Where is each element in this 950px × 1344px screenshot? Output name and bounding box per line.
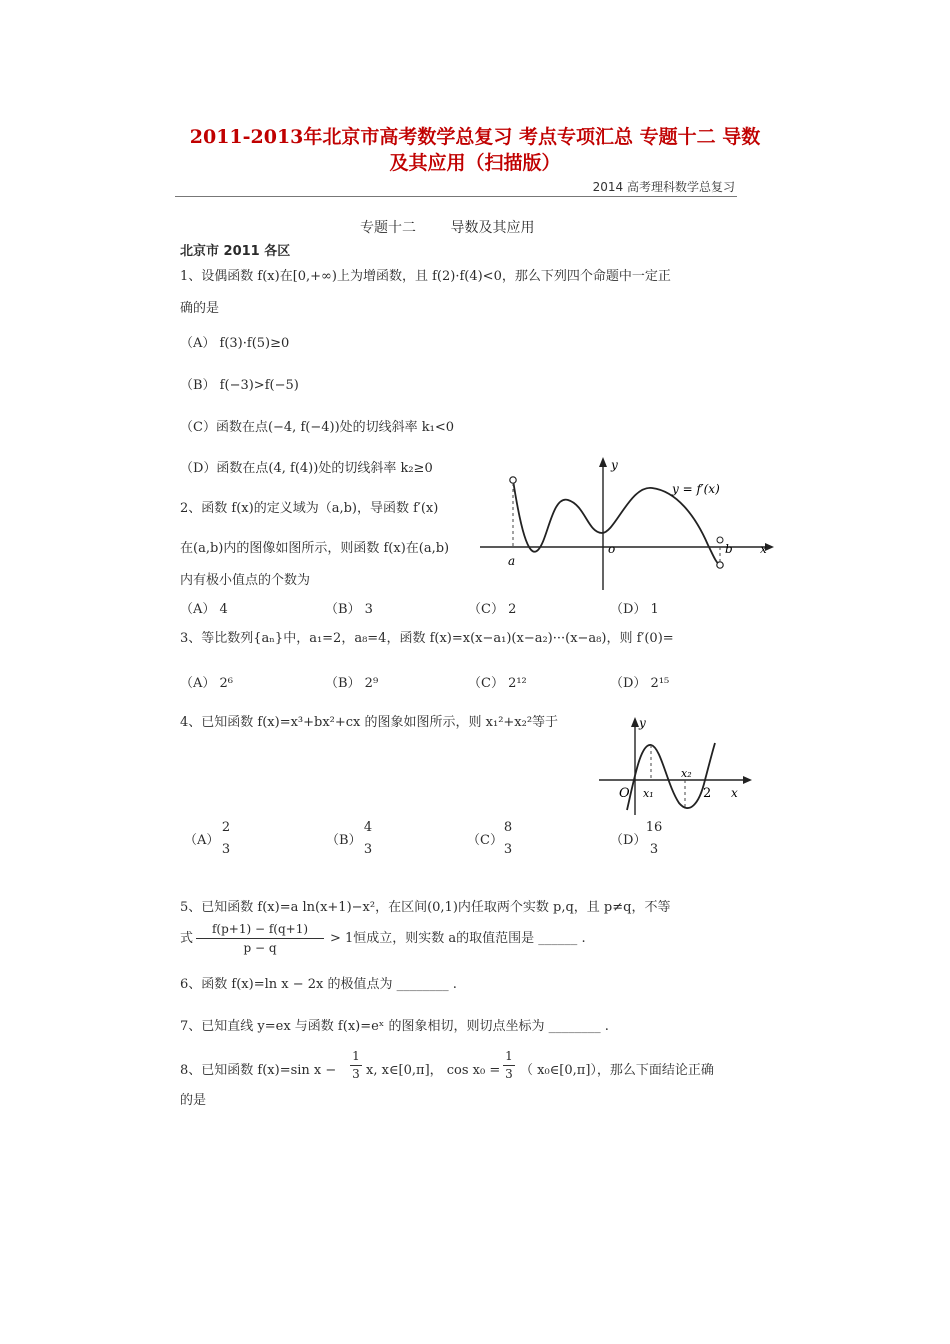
q8-fraction-2-num: 1 [503, 1048, 515, 1066]
q8-fraction-1-den: 3 [352, 1067, 360, 1081]
q4-option-b-fraction [360, 817, 376, 861]
q8-stem-mid: x, x∈[0,π]， cos x₀ = [366, 1063, 501, 1078]
q2-label-x: x [760, 542, 767, 556]
q5-stem-line1: 5、已知函数 f(x)=a ln(x+1)−x²，在区间(0,1)内任取两个实数 p,q，且 p≠q，不等 [180, 900, 671, 915]
q5-stem-line2-post: > 1恒成立，则实数 a的取值范围是 ______ . [330, 931, 586, 946]
q5-stem-line2-pre: 式 [180, 931, 194, 946]
q8-stem-post: （ x₀∈[0,π]），那么下面结论正确 [520, 1063, 714, 1078]
q4-label-y: y [639, 716, 646, 730]
q1-option-c: （C）函数在点(−4, f(−4))处的切线斜率 k₁<0 [180, 420, 455, 435]
q4-curve [627, 743, 715, 810]
q5-fraction-den: p − q [243, 941, 277, 955]
q3-stem: 3、等比数列{aₙ}中，a₁=2，a₈=4，函数 f(x)=x(x−a₁)(x−a₂)···(x−a₈)，则 f′(0)= [180, 631, 674, 646]
q4-option-d-label: （D） [610, 833, 647, 848]
q2-option-a: （A） 4 [180, 602, 228, 617]
q1-option-d: （D）函数在点(4, f(4))处的切线斜率 k₂≥0 [180, 461, 433, 476]
q4-label-x: x [731, 786, 738, 800]
q1-stem-line2: 确的是 [180, 301, 220, 316]
q4-option-b-den: 3 [363, 842, 373, 857]
q2-derivative-graph [480, 455, 780, 595]
q2-b-marker [717, 537, 723, 543]
q1-option-b: （B） f(−3)>f(−5) [180, 378, 299, 393]
q3-option-a: （A） 2⁶ [180, 676, 234, 691]
q2-label-y: y [611, 458, 618, 472]
q4-option-b-label: （B） [326, 833, 362, 848]
q4-x-arrow-icon [743, 776, 752, 784]
q2-y-arrow-icon [599, 457, 607, 467]
q2-stem-line3: 内有极小值点的个数为 [180, 573, 311, 588]
q4-option-a-den: 3 [221, 842, 231, 857]
q8-stem-pre: 8、已知函数 f(x)=sin x − [180, 1063, 337, 1078]
header-right-text: 2014 高考理科数学总复习 [592, 180, 735, 194]
q3-option-c: （C） 2¹² [468, 676, 527, 691]
q2-label-a: a [508, 554, 516, 568]
q2-stem-line1: 2、函数 f(x)的定义域为（a,b)，导函数 f′(x) [180, 501, 439, 516]
title-line-1: 2011-2013年北京市高考数学总复习 考点专项汇总 专题十二 导数 [189, 126, 761, 148]
q4-option-d-den: 3 [649, 842, 659, 857]
q4-option-c-label: （C） [467, 833, 503, 848]
q2-curve-label: y = f′(x) [672, 482, 720, 496]
q2-endpoint-a [510, 477, 516, 483]
q6-stem: 6、函数 f(x)=ln x − 2x 的极值点为 ________ . [180, 977, 457, 992]
section-title: 专题十二 导数及其应用 [360, 220, 535, 236]
region-label: 北京市 2011 各区 [180, 244, 291, 259]
q2-stem-line2: 在(a,b)内的图像如图所示，则函数 f(x)在(a,b) [180, 541, 450, 556]
q2-label-b: b [725, 542, 733, 556]
q4-option-a-num: 2 [221, 820, 231, 835]
q1-stem-line1: 1、设偶函数 f(x)在[0,+∞)上为增函数，且 f(2)·f(4)<0，那么下列四个命题中一定正 [180, 269, 671, 284]
q4-label-origin: O [619, 786, 630, 801]
q2-endpoint-b [717, 562, 723, 568]
q8-fraction-1-num: 1 [350, 1048, 362, 1066]
q4-option-a-fraction [218, 817, 234, 861]
q8-fraction-2 [503, 1048, 515, 1083]
title-line-2: 及其应用（扫描版） [389, 152, 561, 174]
q4-label-two: 2 [703, 786, 712, 801]
q3-option-b: （B） 2⁹ [325, 676, 379, 691]
q4-label-x1: x₁ [643, 787, 654, 800]
q1-option-a: （A） f(3)·f(5)≥0 [180, 336, 290, 351]
q4-option-c-num: 8 [503, 820, 513, 835]
q8-fraction-2-den: 3 [505, 1067, 513, 1081]
q4-option-b-num: 4 [363, 820, 373, 835]
q3-option-d: （D） 2¹⁵ [610, 676, 670, 691]
q2-option-d: （D） 1 [610, 602, 659, 617]
header-divider [175, 196, 737, 197]
q4-label-x2: x₂ [681, 767, 692, 780]
q2-option-c: （C） 2 [468, 602, 517, 617]
q4-stem: 4、已知函数 f(x)=x³+bx²+cx 的图象如图所示，则 x₁²+x₂²等于 [180, 715, 559, 730]
q4-option-c-den: 3 [503, 842, 513, 857]
q8-stem-line2: 的是 [180, 1093, 207, 1108]
q4-option-d-num: 16 [645, 820, 663, 835]
q7-stem: 7、已知直线 y=ex 与函数 f(x)=eˣ 的图象相切，则切点坐标为 ________ . [180, 1019, 609, 1034]
q2-option-b: （B） 3 [325, 602, 373, 617]
document-title [120, 124, 830, 176]
q4-cubic-graph [597, 715, 757, 820]
q4-option-c-fraction [500, 817, 516, 861]
q5-fraction-num: f(p+1) − f(q+1) [196, 920, 324, 939]
q4-option-d-fraction [643, 817, 665, 861]
q5-fraction [196, 920, 324, 957]
q4-option-a-label: （A） [184, 833, 220, 848]
q2-label-o: o [608, 542, 616, 556]
q4-y-arrow-icon [631, 717, 639, 727]
q8-fraction-1 [350, 1048, 362, 1083]
